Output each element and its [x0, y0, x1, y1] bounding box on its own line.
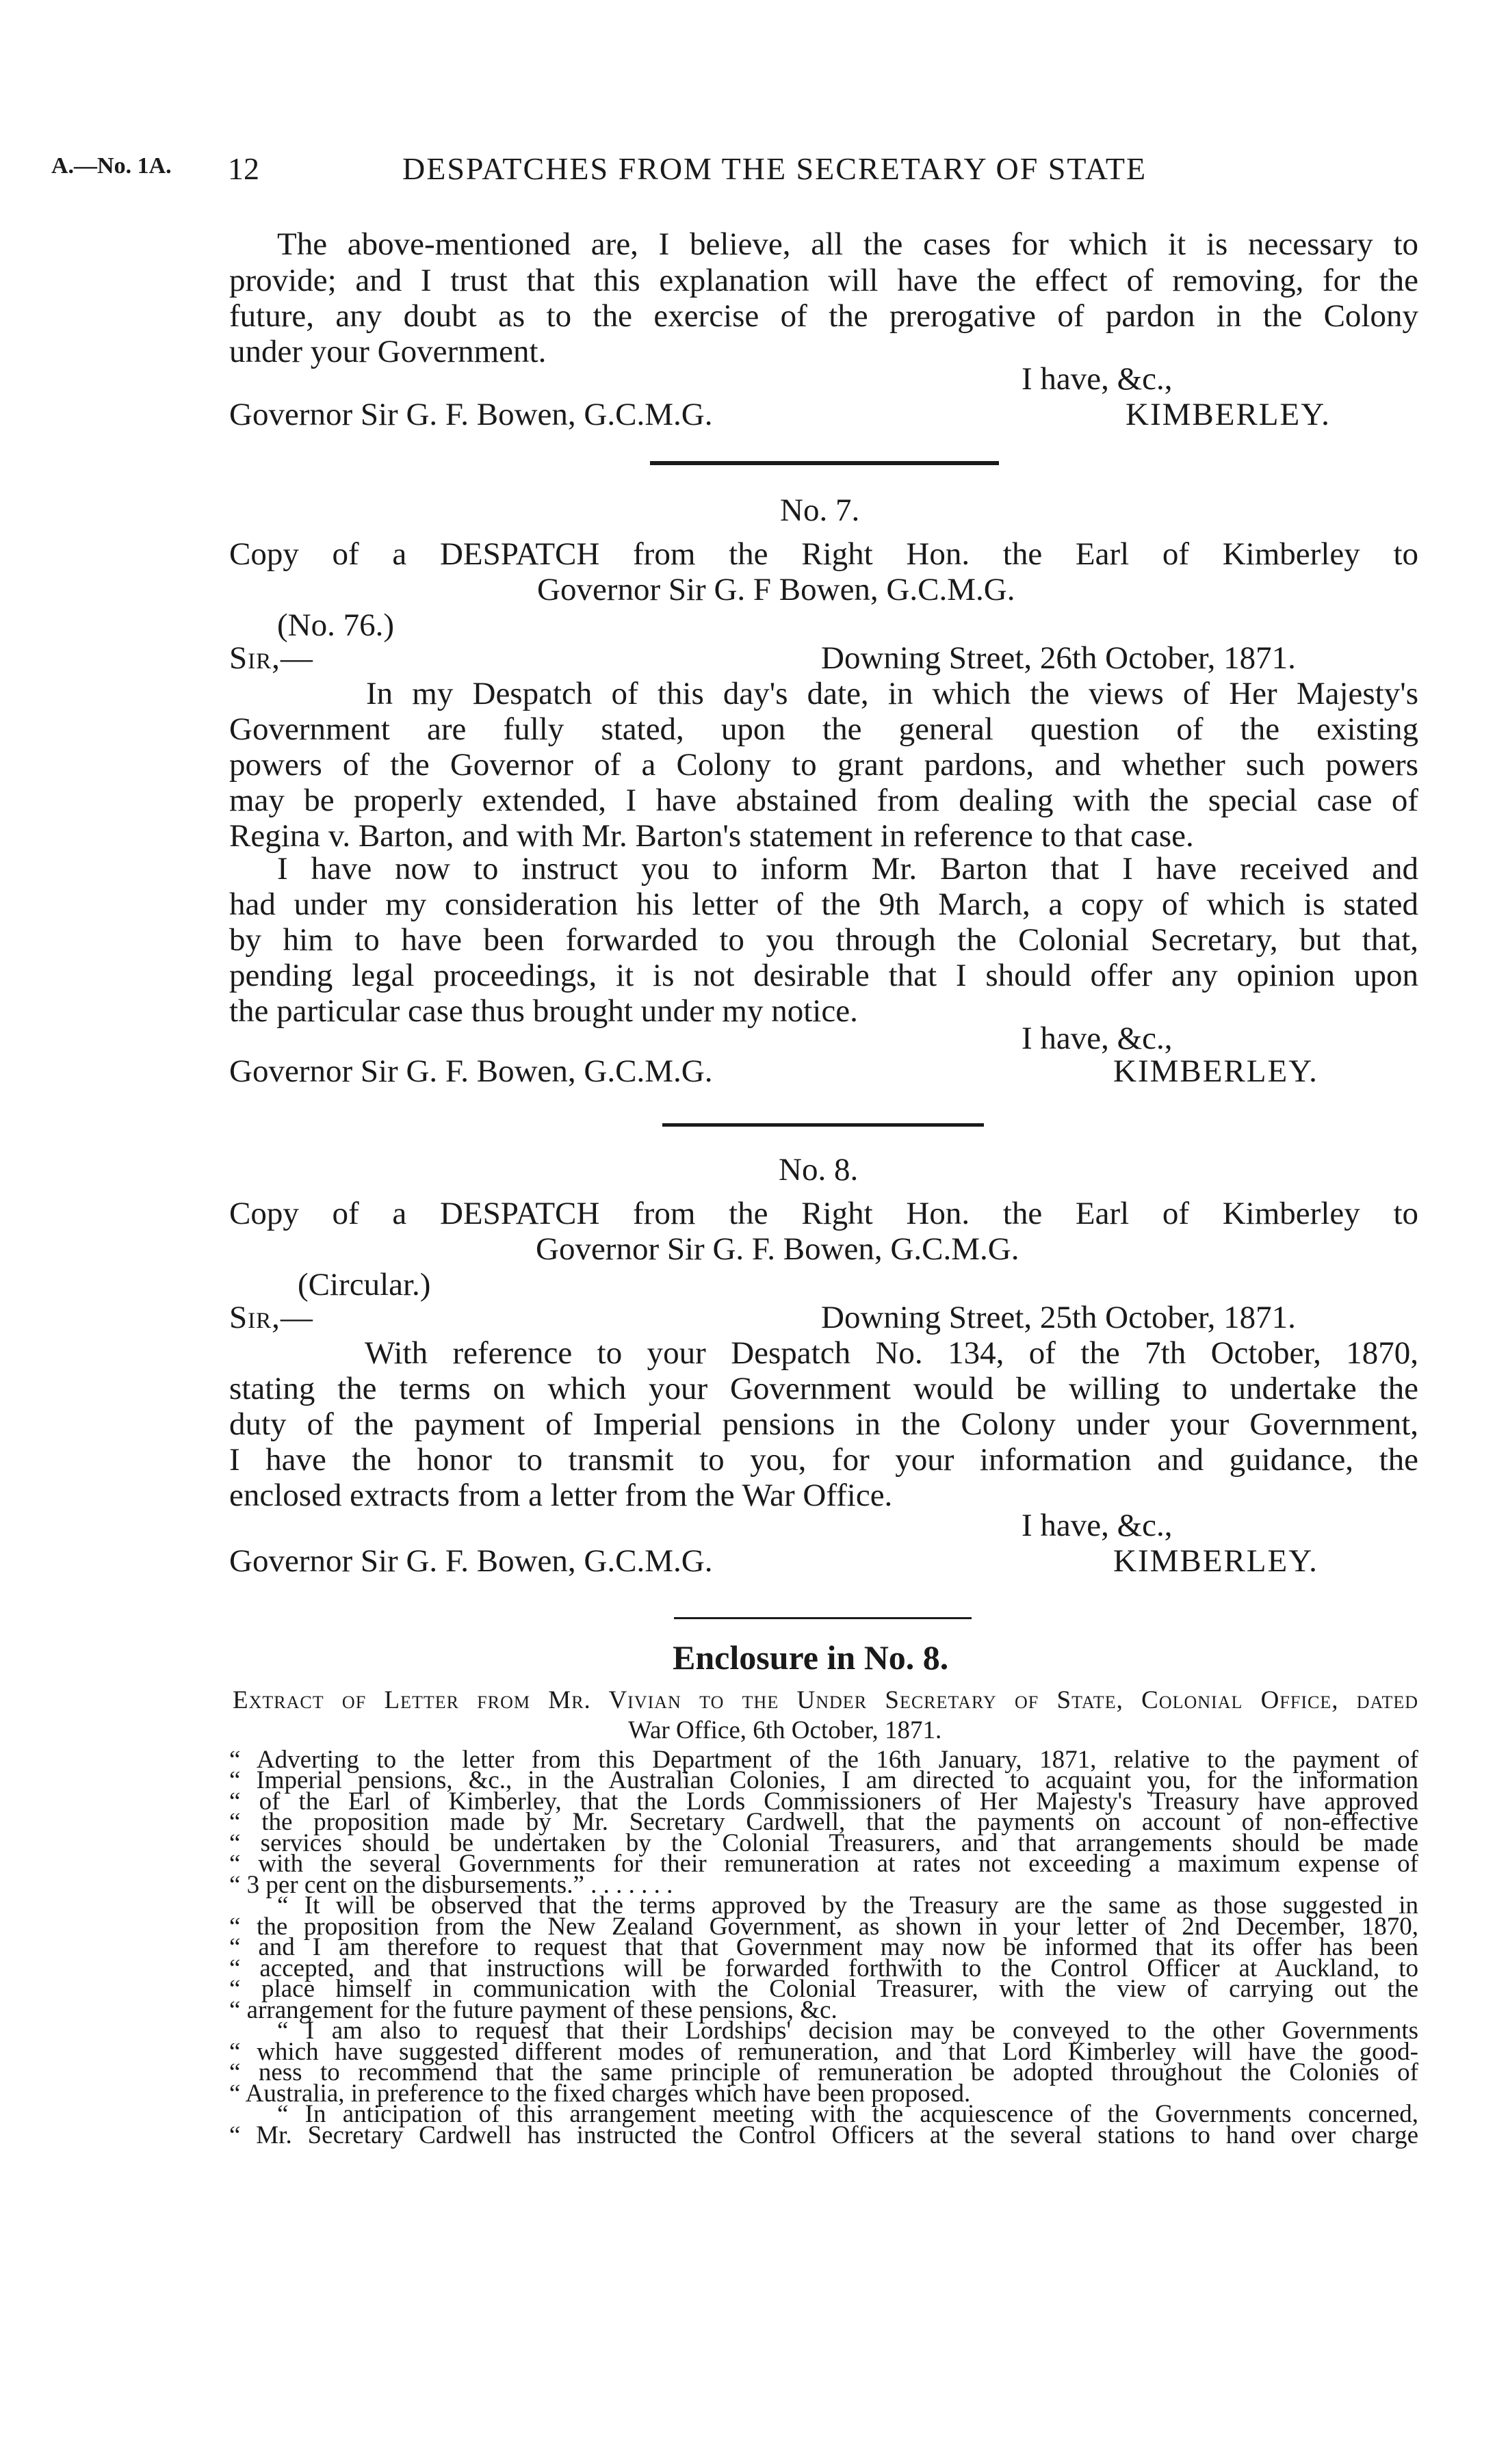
body-line: by him to have been forwarded to you through the Colonial Secretary, but that,: [229, 922, 1418, 958]
extract-line: “ accepted, and that instructions will be forwarded forthwith to the Control Officer at Auckland, to: [229, 1954, 1418, 1982]
body-line: duty of the payment of Imperial pensions in the Colony under your Government,: [229, 1406, 1418, 1442]
addressee: Governor Sir G. F. Bowen, G.C.M.G.: [229, 1053, 713, 1089]
extract-line: “ In anticipation of this arrangement meeting with the acquiescence of the Governments concerned,: [277, 2100, 1418, 2128]
page-number: 12: [228, 151, 259, 186]
salutation: Sir,—: [229, 640, 313, 676]
intro-signature: KIMBERLEY.: [1126, 397, 1331, 432]
body-line: the particular case thus brought under my notice.: [229, 993, 858, 1029]
header-ref: A.—No. 1A.: [51, 153, 172, 179]
body-line: powers of the Governor of a Colony to grant pardons, and whether such powers: [229, 747, 1418, 783]
despatch-ref: (No. 76.): [277, 607, 394, 643]
despatch-heading: Governor Sir G. F. Bowen, G.C.M.G.: [536, 1231, 1019, 1267]
addressee: Governor Sir G. F. Bowen, G.C.M.G.: [229, 1543, 713, 1579]
enclosure-title: Enclosure in No. 8.: [673, 1638, 949, 1677]
extract-line: “ the proposition from the New Zealand Government, as shown in your letter of 2nd December, 1870,: [229, 1913, 1418, 1941]
intro-closing: I have, &c.,: [1022, 361, 1173, 397]
body-line: had under my consideration his letter of the 9th March, a copy of which is stated: [229, 887, 1418, 922]
signature: KIMBERLEY.: [1113, 1053, 1318, 1089]
divider-rule: [674, 1617, 972, 1619]
body-line: enclosed extracts from a letter from the War Office.: [229, 1478, 893, 1513]
intro-line: under your Government.: [229, 334, 547, 369]
enclosure-heading: Extract of Letter from Mr. Vivian to the Under Secretary of State, Colonial Office, dated: [233, 1686, 1418, 1714]
despatch-heading: Copy of a DESPATCH from the Right Hon. the Earl of Kimberley to: [229, 536, 1418, 572]
extract-line: “ place himself in communication with the Colonial Treasurer, with the view of carrying out the: [229, 1975, 1418, 2003]
closing: I have, &c.,: [1022, 1508, 1173, 1543]
extract-line: “ 3 per cent on the disbursements.” . . . . . . .: [229, 1871, 673, 1899]
extract-line: “ and I am therefore to request that that Government may now be informed that its offer has been: [229, 1933, 1418, 1961]
extract-line: “ arrangement for the future payment of these pensions, &c.: [229, 1996, 837, 2024]
body-line: stating the terms on which your Government would be willing to undertake the: [229, 1371, 1418, 1406]
divider-rule: [662, 1123, 984, 1127]
despatch-number: No. 8.: [779, 1152, 859, 1188]
salutation: Sir,—: [229, 1300, 313, 1335]
divider-rule: [650, 461, 999, 465]
body-line: I have now to instruct you to inform Mr. Barton that I have received and: [277, 851, 1418, 887]
body-line: With reference to your Despatch No. 134, of the 7th October, 1870,: [365, 1335, 1418, 1371]
extract-line: “ Adverting to the letter from this Department of the 16th January, 1871, relative to the payment of: [229, 1746, 1418, 1774]
extract-line: “ of the Earl of Kimberley, that the Lords Commissioners of Her Majesty's Treasury have approved: [229, 1787, 1418, 1816]
despatch-number: No. 7.: [780, 493, 860, 528]
extract-line: “ Imperial pensions, &c., in the Australian Colonies, I am directed to acquaint you, for the information: [229, 1766, 1418, 1794]
body-line: Government are fully stated, upon the general question of the existing: [229, 711, 1418, 747]
extract-line: “ the proposition made by Mr. Secretary Cardwell, that the payments on account of non-effective: [229, 1808, 1418, 1836]
body-line: Regina v. Barton, and with Mr. Barton's statement in reference to that case.: [229, 818, 1194, 854]
extract-line: “ with the several Governments for their remuneration at rates not exceeding a maximum expense of: [229, 1850, 1418, 1878]
intro-line: future, any doubt as to the exercise of the prerogative of pardon in the Colony: [229, 298, 1418, 334]
body-line: In my Despatch of this day's date, in which the views of Her Majesty's: [366, 676, 1418, 711]
extract-line: “ It will be observed that the terms approved by the Treasury are the same as those suggested in: [277, 1891, 1418, 1919]
enclosure-heading: War Office, 6th October, 1871.: [628, 1716, 942, 1744]
closing: I have, &c.,: [1022, 1021, 1173, 1056]
running-title: DESPATCHES FROM THE SECRETARY OF STATE: [402, 151, 1147, 186]
despatch-ref: (Circular.): [298, 1267, 431, 1302]
intro-line: The above-mentioned are, I believe, all the cases for which it is necessary to: [277, 226, 1418, 262]
extract-line: “ which have suggested different modes of remuneration, and that Lord Kimberley will have the good-: [229, 2038, 1418, 2066]
extract-line: “ I am also to request that their Lordships' decision may be conveyed to the other Governments: [277, 2017, 1418, 2045]
body-line: may be properly extended, I have abstained from dealing with the special case of: [229, 783, 1418, 818]
intro-line: provide; and I trust that this explanation will have the effect of removing, for the: [229, 263, 1418, 298]
extract-line: “ Mr. Secretary Cardwell has instructed the Control Officers at the several stations to hand over charge: [229, 2121, 1418, 2149]
body-line: pending legal proceedings, it is not desirable that I should offer any opinion upon: [229, 958, 1418, 993]
intro-addressee: Governor Sir G. F. Bowen, G.C.M.G.: [229, 397, 713, 432]
signature: KIMBERLEY.: [1113, 1543, 1318, 1579]
extract-line: “ Australia, in preference to the fixed charges which have been proposed.: [229, 2080, 971, 2108]
despatch-heading: Governor Sir G. F Bowen, G.C.M.G.: [537, 572, 1015, 607]
extract-line: “ ness to recommend that the same principle of remuneration be adopted throughout the Colonies of: [229, 2058, 1418, 2086]
despatch-heading: Copy of a DESPATCH from the Right Hon. the Earl of Kimberley to: [229, 1196, 1418, 1231]
place-date: Downing Street, 25th October, 1871.: [821, 1300, 1296, 1335]
body-line: I have the honor to transmit to you, for your information and guidance, the: [229, 1442, 1418, 1478]
extract-line: “ services should be undertaken by the Colonial Treasurers, and that arrangements should be made: [229, 1829, 1418, 1857]
place-date: Downing Street, 26th October, 1871.: [821, 640, 1296, 676]
